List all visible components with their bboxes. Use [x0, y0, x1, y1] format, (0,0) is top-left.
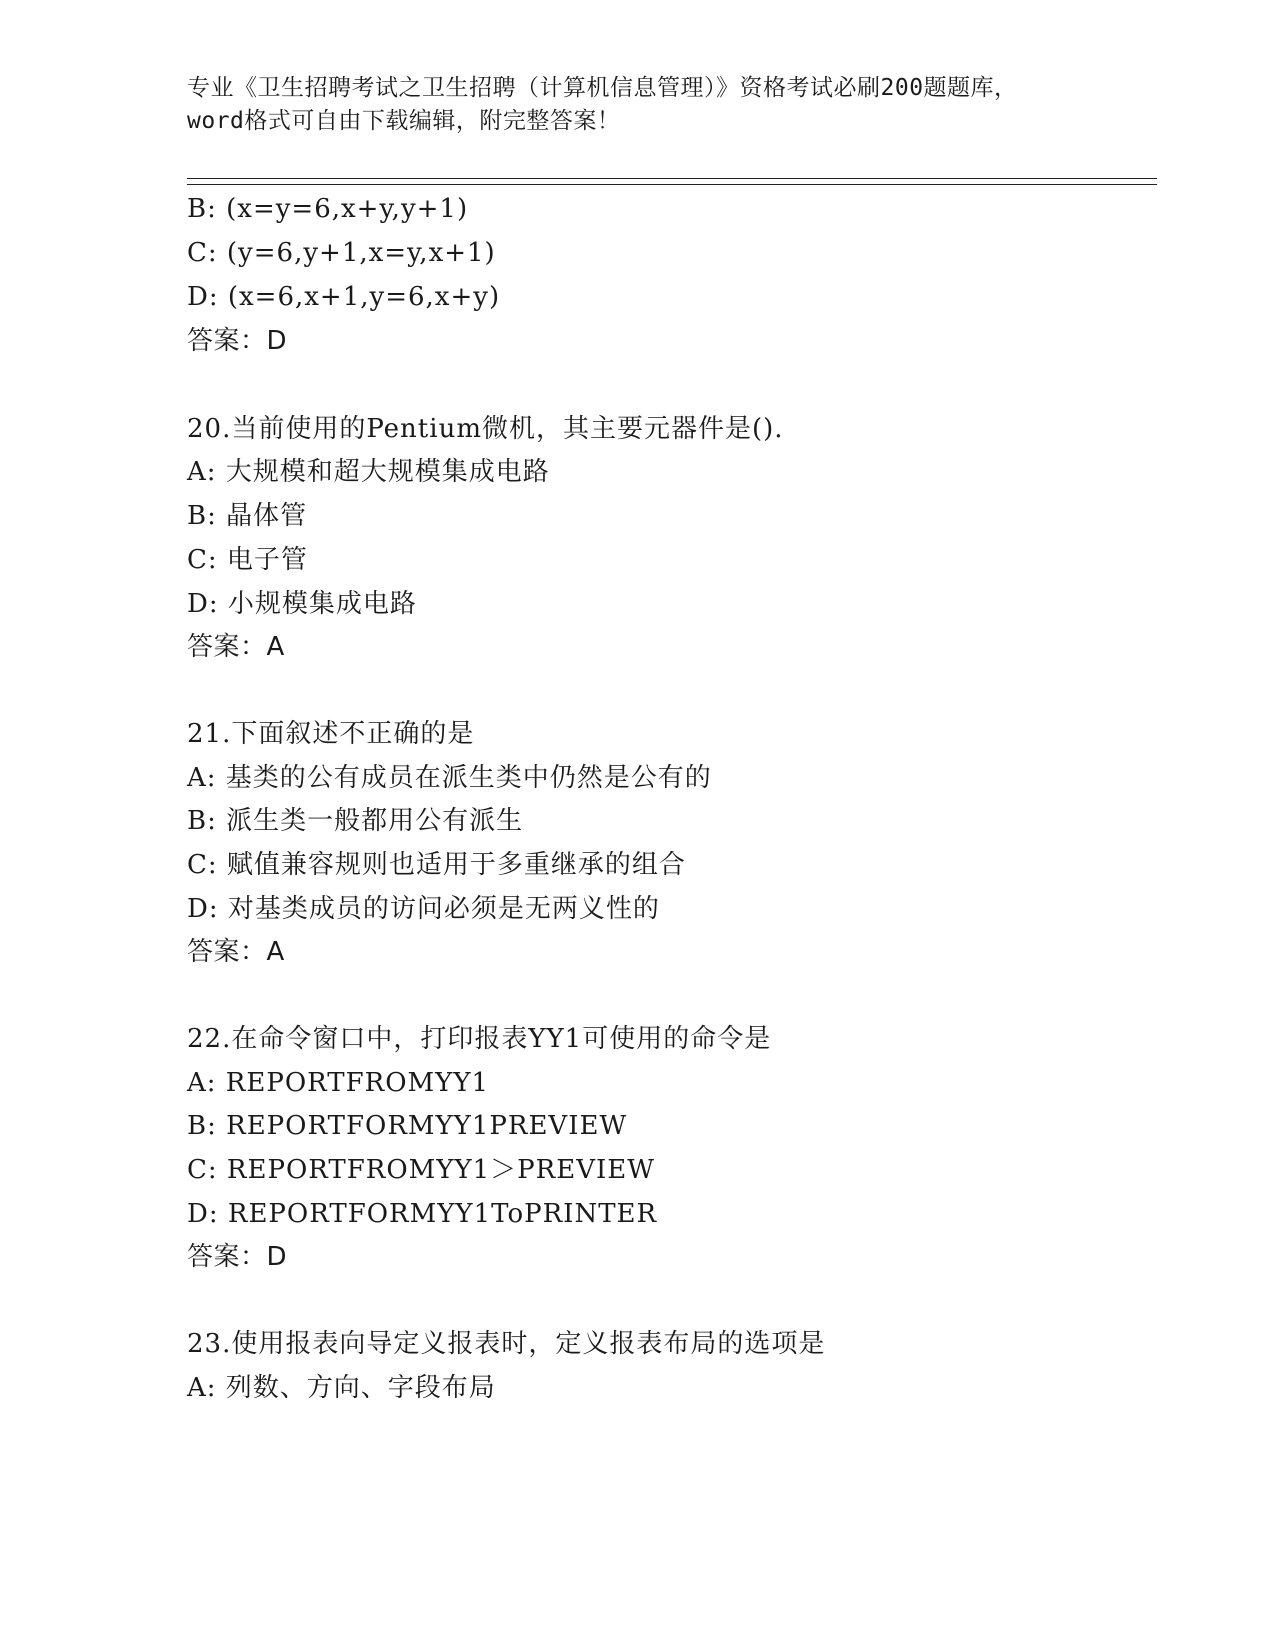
q20-question: 20.当前使用的Pentium微机，其主要元器件是(). [187, 414, 784, 444]
q21-question: 21.下面叙述不正确的是 [187, 719, 475, 749]
q19-option-b: B: (x=y=6,x+y,y+1) [187, 194, 469, 224]
q22-option-c: C: REPORTFROMYY1＞PREVIEW [187, 1155, 655, 1185]
header-line-2: word格式可自由下载编辑，附完整答案！ [187, 108, 621, 134]
q20-answer: 答案：A [187, 632, 285, 662]
q22-option-b: B: REPORTFORMYY1PREVIEW [187, 1111, 628, 1141]
q21-option-d: D: 对基类成员的访问必须是无两义性的 [187, 894, 660, 924]
document-header [187, 72, 1087, 138]
q19-option-d: D: (x=6,x+1,y=6,x+y) [187, 282, 501, 312]
q22-answer: 答案：D [187, 1242, 288, 1272]
q22-option-d: D: REPORTFORMYY1ToPRINTER [187, 1199, 658, 1229]
q23-question: 23.使用报表向导定义报表时，定义报表布局的选项是 [187, 1329, 826, 1359]
q20-option-c: C: 电子管 [187, 545, 308, 575]
q19-answer: 答案：D [187, 326, 288, 356]
q20-option-d: D: 小规模集成电路 [187, 589, 417, 619]
q21-option-a: A: 基类的公有成员在派生类中仍然是公有的 [187, 763, 712, 793]
header-line-1: 专业《卫生招聘考试之卫生招聘（计算机信息管理）》资格考试必刷200题题库， [187, 75, 1018, 101]
q21-answer: 答案：A [187, 937, 285, 967]
q22-question: 22.在命令窗口中，打印报表YY1可使用的命令是 [187, 1024, 772, 1054]
q21-option-b: B: 派生类一般都用公有派生 [187, 806, 524, 836]
header-divider-top [187, 178, 1157, 179]
q23-option-a: A: 列数、方向、字段布局 [187, 1373, 496, 1403]
header-divider-bottom [187, 184, 1157, 185]
q20-option-a: A: 大规模和超大规模集成电路 [187, 457, 550, 487]
q22-option-a: A: REPORTFROMYY1 [187, 1068, 490, 1098]
q19-option-c: C: (y=6,y+1,x=y,x+1) [187, 238, 496, 268]
q20-option-b: B: 晶体管 [187, 501, 308, 531]
q21-option-c: C: 赋值兼容规则也适用于多重继承的组合 [187, 850, 686, 880]
